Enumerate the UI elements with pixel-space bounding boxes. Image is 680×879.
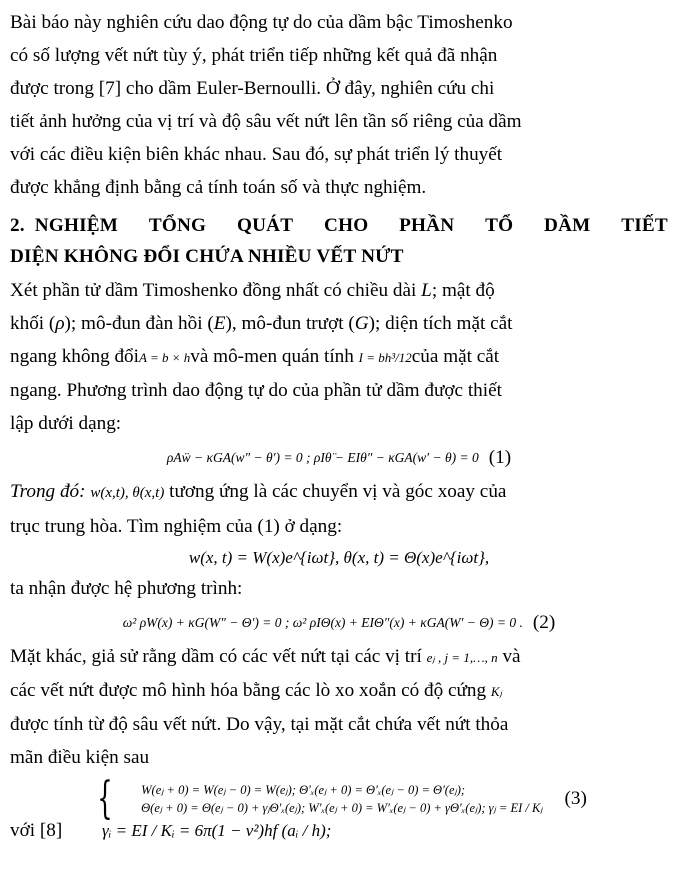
text xyxy=(10,674,502,708)
paragraph-2-line-4 xyxy=(10,374,668,407)
text xyxy=(10,340,499,374)
text-a: các vết nứt được mô hình hóa bằng các lò xo xoắn có độ cứng xyxy=(10,680,487,701)
paragraph-2-line-2 xyxy=(10,307,668,340)
paragraph-1-line-1 xyxy=(10,6,668,39)
equation-2-body: ω² ρW(x) + κG(W″ − Θ′) = 0 ; ω² ρIΘ(x) + EIΘ″(x) + κGA(W′ − Θ) = 0 . xyxy=(122,615,523,630)
equation-1 xyxy=(10,447,668,469)
text-c: của mặt cắt xyxy=(411,346,500,367)
text xyxy=(10,475,506,510)
equation-1-body: ρAẅ − κGA(w″ − θ′) = 0 ; ρIθ̈ − EIθ″ − κGA(w′ − θ) = 0 xyxy=(166,450,479,465)
text xyxy=(10,307,512,340)
text-b: ; mật độ xyxy=(431,280,495,301)
text-b: và xyxy=(502,646,521,667)
symbols-w-theta: w(x,t), θ(x,t) xyxy=(90,485,165,501)
paragraph-1-line-5 xyxy=(10,138,668,171)
paragraph-5-line-3 xyxy=(10,708,668,741)
equation-3-lines xyxy=(141,782,542,816)
text: tiết ảnh hưởng của vị trí và độ sâu vết nứt lên tần số riêng của dầm xyxy=(10,111,522,132)
paragraph-2 xyxy=(10,274,668,440)
symbol-E: E xyxy=(213,313,226,334)
section-heading xyxy=(10,210,668,272)
text-d: ); diện tích mặt cắt xyxy=(368,313,513,334)
paragraph-1-line-3 xyxy=(10,72,668,105)
equation-3-line-2: Θ(eⱼ + 0) = Θ(eⱼ − 0) + γⱼΘ′ₓ(eⱼ); W′ₓ(eⱼ + 0) = W′ₓ(eⱼ − 0) + γΘ′ₓ(eⱼ); γⱼ = EI / Kⱼ xyxy=(141,801,543,815)
text: với các điều kiện biên khác nhau. Sau đó, sự phát triển lý thuyết xyxy=(10,144,503,165)
last-equation: γᵢ = EI / Kᵢ = 6π(1 − ν²)hf (aᵢ / h); xyxy=(102,821,332,840)
equation-1-number: (1) xyxy=(488,447,512,468)
label-trong-do: Trong đó: xyxy=(10,481,86,502)
formula-area: A = b × h xyxy=(138,350,191,365)
text-a: Xét phần tử dầm Timoshenko đồng nhất có chiều dài xyxy=(10,280,422,301)
paragraph-3 xyxy=(10,475,668,543)
paragraph-5-line-4: mãn điều kiện sau xyxy=(10,747,150,768)
paragraph-2-line-1 xyxy=(10,274,668,307)
paragraph-1-line-2 xyxy=(10,39,668,72)
text: được tính từ độ sâu vết nứt. Do vậy, tại mặt cắt chứa vết nứt thỏa xyxy=(10,714,509,735)
symbol-Kj: Kⱼ xyxy=(490,684,502,699)
section-number: 2. xyxy=(10,215,25,236)
paragraph-2-line-5: lập dưới dạng: xyxy=(10,413,122,434)
paragraph-1-line-4 xyxy=(10,105,668,138)
paragraph-3-line-1 xyxy=(10,475,668,510)
section-title-line-1: NGHIỆM TỔNG QUÁT CHO PHẦN TỔ DẦM TIẾT xyxy=(34,215,668,236)
paragraph-2-line-3 xyxy=(10,340,668,374)
paragraph-5 xyxy=(10,640,668,774)
left-brace-icon: { xyxy=(97,773,113,824)
section-title-line-2: DIỆN KHÔNG ĐỔI CHỨA NHIỀU VẾT NỨT xyxy=(10,246,404,267)
equation-2 xyxy=(10,612,668,634)
paragraph-1-line-6: được khẳng định bằng cả tính toán số và thực nghiệm. xyxy=(10,177,427,198)
reference-label: với [8] xyxy=(10,820,63,841)
equation-3 xyxy=(10,773,668,824)
paragraph-5-line-1 xyxy=(10,640,668,674)
text-b: và mô-men quán tính xyxy=(190,346,354,367)
section-heading-line-1 xyxy=(10,210,668,241)
text-a: Mặt khác, giả sử rằng dầm có các vết nứt tại các vị trí xyxy=(10,646,422,667)
text-a: ngang không đổi xyxy=(10,346,139,367)
equation-solution: w(x, t) = W(x)e^{iωt}, θ(x, t) = Θ(x)e^{iωt}, xyxy=(188,548,490,567)
text-rest: tương ứng là các chuyển vị và góc xoay của xyxy=(169,481,507,502)
text-b: ); mô-đun đàn hồi ( xyxy=(64,313,214,334)
formula-inertia: I = bh³/12 xyxy=(358,350,412,365)
text-a: khối ( xyxy=(10,313,56,334)
paragraph-3-line-2: trục trung hòa. Tìm nghiệm của (1) ở dạng: xyxy=(10,516,343,537)
symbol-rho: ρ xyxy=(55,313,65,334)
paragraph-5-line-2 xyxy=(10,674,668,708)
symbol-G: G xyxy=(354,313,369,334)
text: Bài báo này nghiên cứu dao động tự do của dầm bậc Timoshenko xyxy=(10,12,513,33)
equation-3-line-1: W(eⱼ + 0) = W(eⱼ − 0) = W(eⱼ); Θ′ₓ(eⱼ + 0) = Θ′ₓ(eⱼ − 0) = Θ′(eⱼ); xyxy=(141,783,466,797)
symbol-L: L xyxy=(421,280,432,301)
text-c: ), mô-đun trượt ( xyxy=(225,313,355,334)
paragraph-1 xyxy=(10,6,668,204)
equation-3-number: (3) xyxy=(564,788,587,809)
text: ngang. Phương trình dao động tự do của phần tử dầm được thiết xyxy=(10,380,502,401)
text: có số lượng vết nứt tùy ý, phát triển tiếp những kết quả đã nhận xyxy=(10,45,498,66)
paragraph-4: ta nhận được hệ phương trình: xyxy=(10,578,243,599)
text xyxy=(10,640,521,674)
text: được trong [7] cho dầm Euler-Bernoulli. Ở đây, nghiên cứu chi xyxy=(10,78,495,99)
text xyxy=(10,274,495,307)
equation-2-number: (2) xyxy=(532,612,556,633)
symbol-ej: eⱼ , j = 1,…, n xyxy=(426,650,498,665)
